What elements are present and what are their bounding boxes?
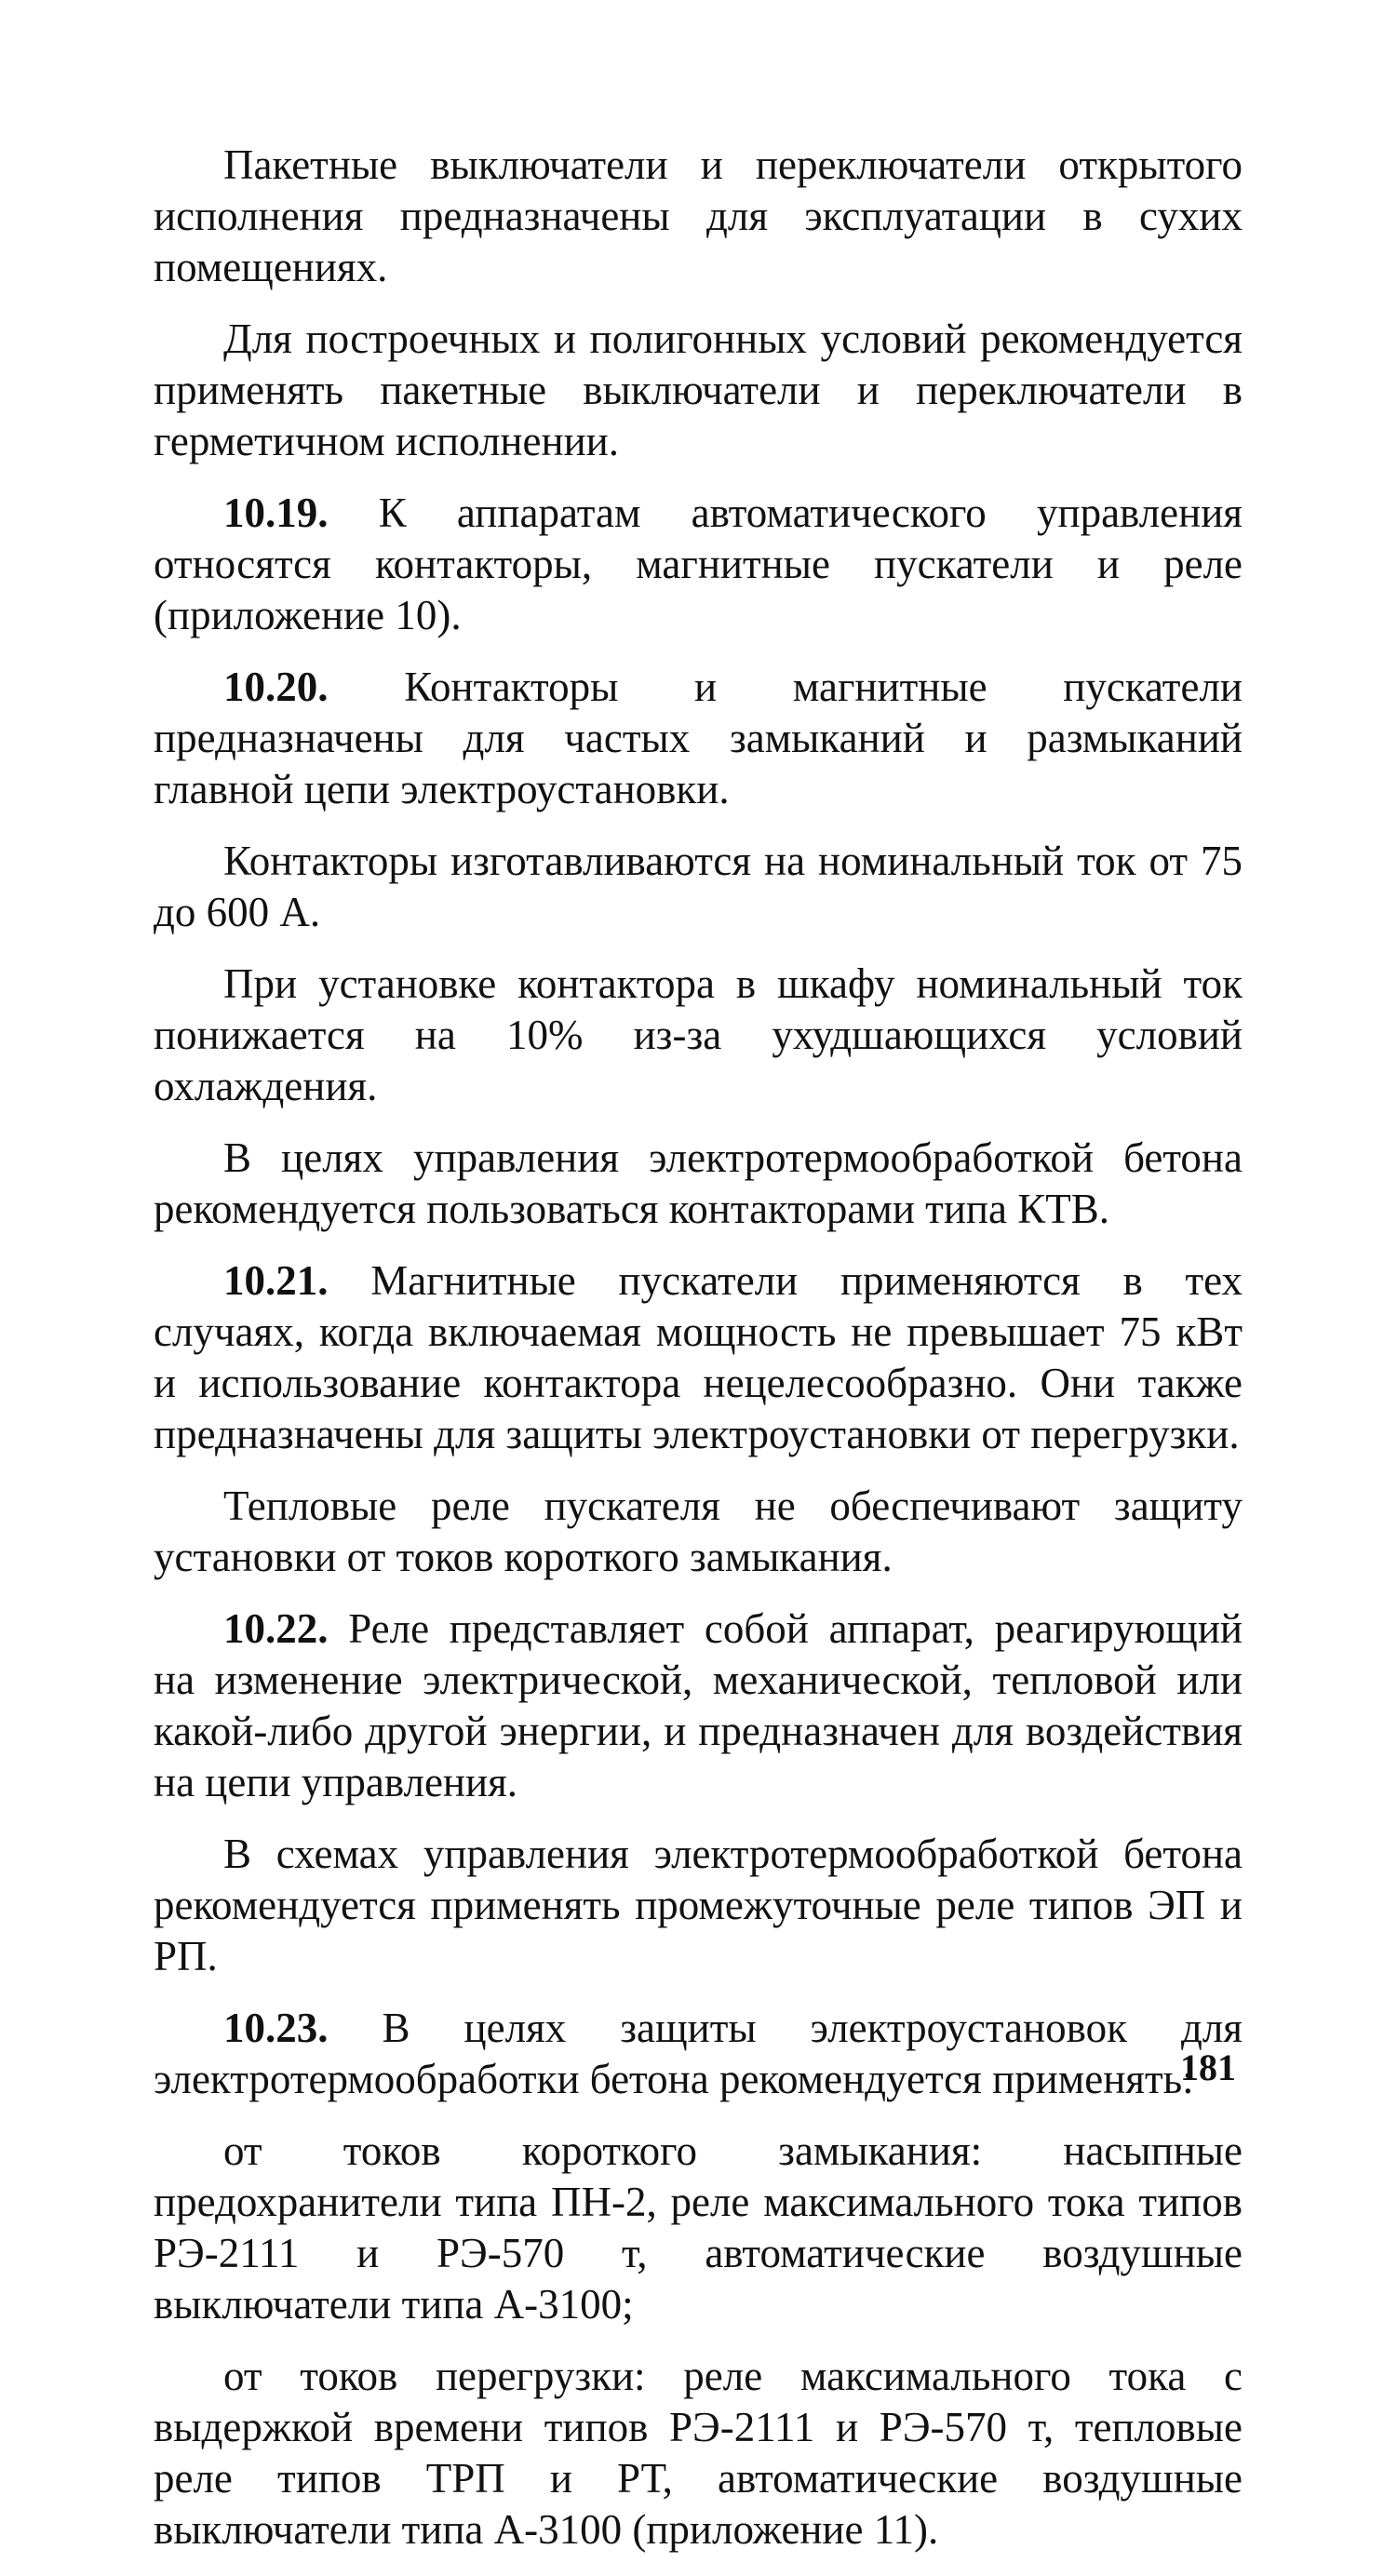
paragraph-text: При установке контактора в шкафу номинальный ток понижается на 10% из-за ухудшающихся условий охлаждения. [154,960,1243,1109]
paragraph [154,1133,1243,1235]
paragraph [154,1255,1243,1460]
section-number: 10.21. [223,1257,329,1304]
paragraph [154,1481,1243,1583]
paragraph-text: Контакторы и магнитные пускатели предназначены для частых замыканий и размыканий главной цепи электроустановки. [154,664,1243,812]
paragraph-text: Для построечных и полигонных условий рекомендуется применять пакетные выключатели и переключатели в герметичном исполнении. [154,315,1243,464]
paragraph-text: Пакетные выключатели и переключатели открытого исполнения предназначены для эксплуатации в сухих помещениях. [154,141,1243,290]
paragraph [154,959,1243,1112]
section-number: 10.22. [223,1605,329,1652]
paragraph [154,140,1243,293]
paragraph-text: Контакторы изготавливаются на номинальный ток от 75 до 600 А. [154,838,1243,935]
paragraph [154,2351,1243,2556]
paragraph-text: от токов короткого замыкания: насыпные предохранители типа ПН-2, реле максимального тока типов РЭ-2111 и РЭ-570 т, автоматические воздушные выключатели типа А-3100; [154,2127,1243,2328]
section-number: 10.20. [223,664,329,710]
paragraph [154,314,1243,467]
paragraph-text: К аппаратам автоматического управления относятся контакторы, магнитные пускатели и реле (приложение 10). [154,490,1243,638]
paragraph [154,1603,1243,1808]
paragraph-text: В целях защиты электроустановок для электротермообработки бетона рекомендуется применять: [154,2005,1243,2102]
paragraph [154,488,1243,641]
page-body [154,140,1243,2576]
paragraph-text: В схемах управления электротермообработкой бетона рекомендуется применять промежуточные реле типов ЭП и РП. [154,1831,1243,1979]
paragraph-text: В целях управления электротермообработкой бетона рекомендуется пользоваться контакторами типа КТВ. [154,1134,1243,1232]
section-number: 10.19. [223,490,329,536]
paragraph-text: Тепловые реле пускателя не обеспечивают защиту установки от токов короткого замыкания. [154,1483,1243,1580]
section-number: 10.23. [223,2005,329,2051]
paragraph [154,2003,1243,2105]
page-number: 181 [1180,2046,1236,2088]
paragraph [154,2126,1243,2330]
paragraph-text: от токов перегрузки: реле максимального тока с выдержкой времени типов РЭ-2111 и РЭ-570 т, тепловые реле типов ТРП и РТ, автоматические воздушные выключатели типа А-3100 (приложение 11). [154,2353,1243,2553]
paragraph-text: Реле представляет собой аппарат, реагирующий на изменение электрической, механической, тепловой или какой-либо другой энергии, и предназначен для воздействия на цепи управления. [154,1605,1243,1805]
paragraph [154,836,1243,938]
paragraph [154,1829,1243,1982]
paragraph-text: Магнитные пускатели применяются в тех случаях, когда включаемая мощность не превышает 75 кВт и использование контактора нецелесообразно. Они также предназначены для защиты электроустановки от перегрузки. [154,1257,1243,1457]
paragraph [154,662,1243,815]
